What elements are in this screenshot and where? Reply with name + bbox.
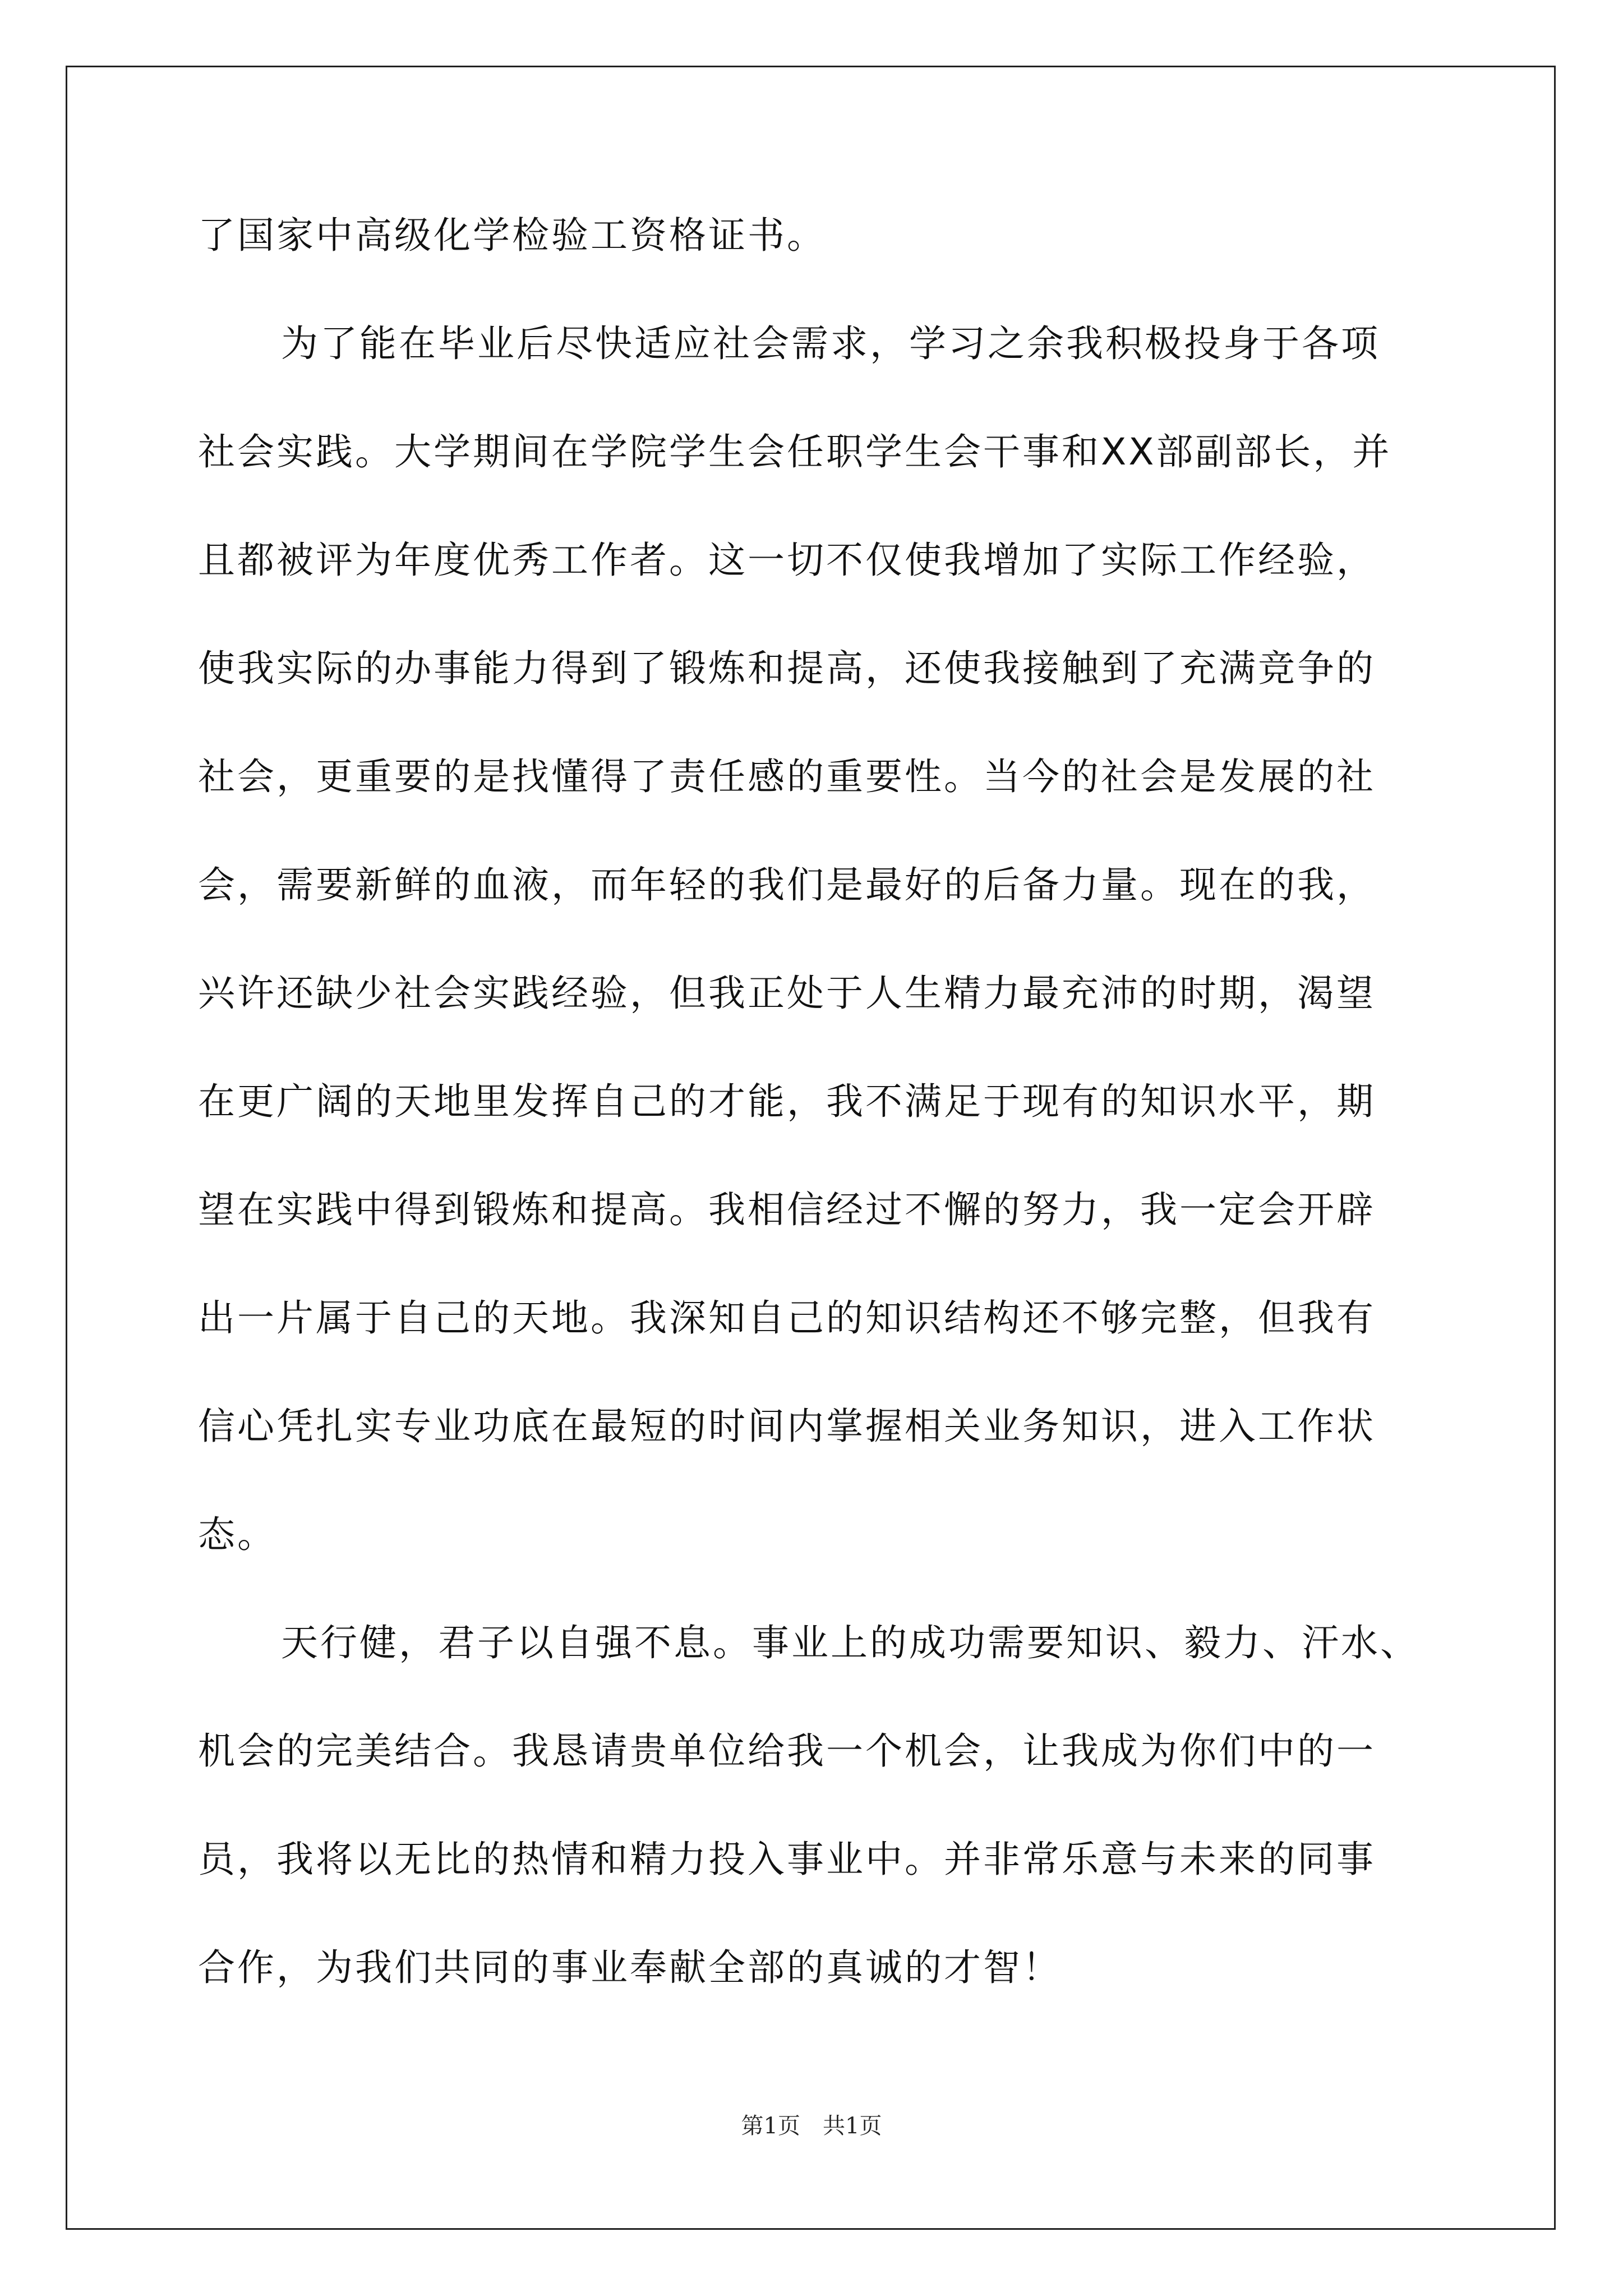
text-line: 会，需要新鲜的血液，而年轻的我们是最好的后备力量。现在的我， xyxy=(198,863,1376,907)
text-line: 为了能在毕业后尽快适应社会需求，学习之余我积极投身于各项 xyxy=(281,322,1380,365)
text-line: 机会的完美结合。我恳请贵单位给我一个机会，让我成为你们中的一 xyxy=(198,1729,1376,1773)
text-line: 出一片属于自己的天地。我深知自己的知识结构还不够完整，但我有 xyxy=(198,1296,1376,1340)
text-line: 使我实际的办事能力得到了锻炼和提高，还使我接触到了充满竞争的 xyxy=(198,647,1376,690)
text-line: 社会，更重要的是找懂得了责任感的重要性。当今的社会是发展的社 xyxy=(198,755,1376,798)
text-line: 天行健，君子以自强不息。事业上的成功需要知识、毅力、汗水、 xyxy=(281,1621,1419,1664)
page-footer xyxy=(0,2112,1623,2140)
text-line: 且都被评为年度优秀工作者。这一切不仅使我增加了实际工作经验， xyxy=(198,539,1376,582)
text-line: 在更广阔的天地里发挥自己的才能，我不满足于现有的知识水平，期 xyxy=(198,1080,1376,1123)
text-line: 社会实践。大学期间在学院学生会任职学生会干事和XX部副部长，并 xyxy=(198,430,1392,473)
text-line: 兴许还缺少社会实践经验，但我正处于人生精力最充沛的时期，渴望 xyxy=(198,972,1376,1015)
text-line: 合作，为我们共同的事业奉献全部的真诚的才智！ xyxy=(198,1946,1062,1989)
text-line: 了国家中高级化学检验工资格证书。 xyxy=(198,214,826,257)
text-line: 态。 xyxy=(198,1513,276,1556)
text-line: 信心凭扎实专业功底在最短的时间内掌握相关业务知识，进入工作状 xyxy=(198,1405,1376,1448)
text-line: 员，我将以无比的热情和精力投入事业中。并非常乐意与未来的同事 xyxy=(198,1838,1376,1881)
page-total: 共1页 xyxy=(823,2113,882,2139)
page-number: 第1页 xyxy=(741,2113,800,2139)
text-line: 望在实践中得到锻炼和提高。我相信经过不懈的努力，我一定会开辟 xyxy=(198,1188,1376,1231)
page-border xyxy=(66,66,1556,2230)
